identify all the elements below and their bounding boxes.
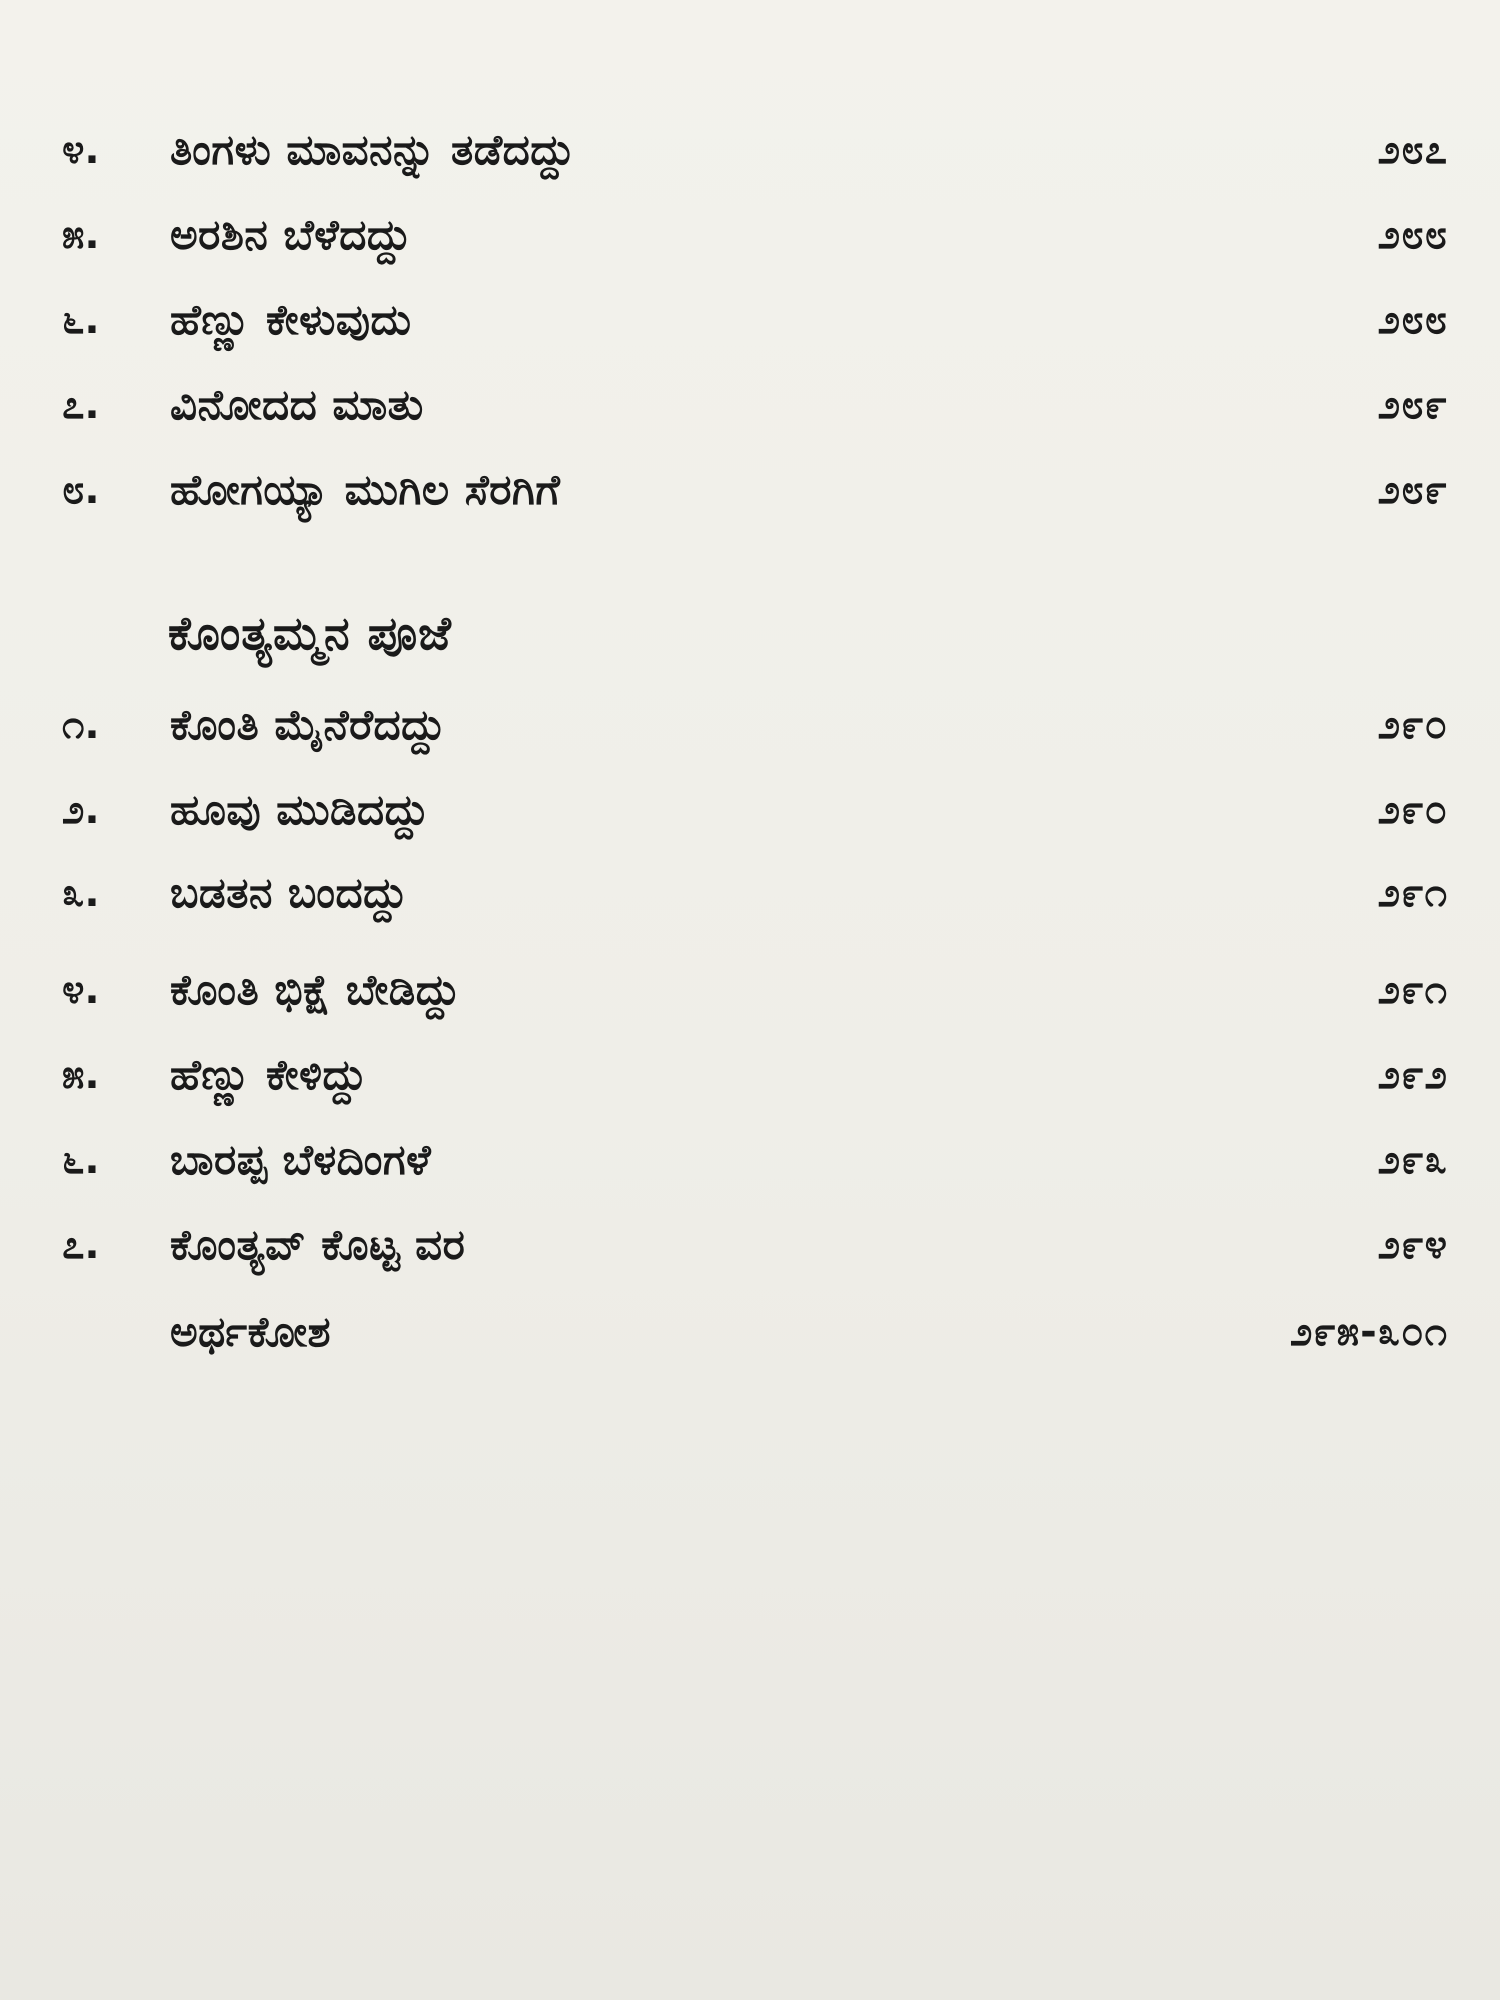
entry-page-number: ೨೮೯ <box>1377 467 1448 513</box>
entry-number: ೬. <box>62 1137 100 1183</box>
entry-title: ಹೋಗಯ್ಯಾ ಮುಗಿಲ ಸೆರಗಿಗೆ <box>170 465 561 514</box>
section-heading-row <box>0 598 1500 668</box>
entry-title: ವಿನೋದದ ಮಾತು <box>170 380 424 429</box>
entry-title: ಹೂವು ಮುಡಿದದ್ದು <box>170 785 430 834</box>
entry-title: ಹೆಣ್ಣು ಕೇಳಿದ್ದು <box>170 1050 368 1099</box>
entry-page-number: ೨೮೮ <box>1377 212 1448 258</box>
entry-page-number: ೨೯೧ <box>1377 870 1448 916</box>
toc-entry <box>0 200 1500 270</box>
toc-entry <box>0 1210 1500 1280</box>
entry-number: ೫. <box>62 1052 100 1098</box>
entry-title: ಹೆಣ್ಣು ಕೇಳುವುದು <box>170 295 412 344</box>
entry-page-number: ೨೮೭ <box>1377 127 1448 173</box>
entry-title: ತಿಂಗಳು ಮಾವನನ್ನು ತಡೆದದ್ದು <box>170 125 576 174</box>
entry-number: ೬. <box>62 297 100 343</box>
entry-number: ೪. <box>62 127 100 173</box>
entry-title: ಕೊಂತಿ ಭಿಕ್ಷೆ ಬೇಡಿದ್ದು <box>170 965 461 1014</box>
toc-entry <box>0 690 1500 760</box>
entry-title: ಬಡತನ ಬಂದದ್ದು <box>170 868 408 917</box>
toc-entry <box>0 370 1500 440</box>
entry-number: ೩. <box>62 870 100 916</box>
entry-title: ಕೊಂತ್ಯವ್ ಕೊಟ್ಟ ವರ <box>170 1220 466 1269</box>
section-heading: ಕೊಂತ್ಯಮ್ಮನ ಪೂಜೆ <box>168 606 452 660</box>
entry-number: ೭. <box>62 1222 100 1268</box>
entry-page-number: ೨೯೦ <box>1377 702 1448 748</box>
entry-title: ಅರಶಿನ ಬೆಳೆದದ್ದು <box>170 210 412 259</box>
entry-page-number: ೨೯೪ <box>1377 1222 1448 1268</box>
toc-entry <box>0 285 1500 355</box>
entry-number: ೫. <box>62 212 100 258</box>
entry-title: ಬಾರಪ್ಪ ಬೆಳದಿಂಗಳೆ <box>170 1135 432 1184</box>
toc-entry <box>0 455 1500 525</box>
glossary-title: ಅರ್ಥಕೋಶ <box>170 1307 332 1356</box>
entry-number: ೪. <box>62 967 100 1013</box>
entry-page-number: ೨೯೩ <box>1377 1137 1448 1183</box>
toc-entry <box>0 858 1500 928</box>
entry-page-number: ೨೮೮ <box>1377 297 1448 343</box>
toc-entry <box>0 955 1500 1025</box>
entry-title: ಕೊಂತಿ ಮೈನೆರೆದದ್ದು <box>170 700 446 749</box>
entry-number: ೨. <box>62 787 100 833</box>
glossary-page-range: ೨೯೫-೩೦೧ <box>1289 1309 1448 1355</box>
toc-entry <box>0 775 1500 845</box>
entry-page-number: ೨೮೯ <box>1377 382 1448 428</box>
entry-page-number: ೨೯೦ <box>1377 787 1448 833</box>
toc-entry <box>0 1040 1500 1110</box>
toc-entry <box>0 115 1500 185</box>
entry-page-number: ೨೯೨ <box>1377 1052 1448 1098</box>
toc-entry <box>0 1125 1500 1195</box>
entry-number: ೮. <box>62 467 100 513</box>
entry-page-number: ೨೯೧ <box>1377 967 1448 1013</box>
toc-entry-glossary <box>0 1297 1500 1367</box>
entry-number: ೧. <box>62 702 100 748</box>
entry-number: ೭. <box>62 382 100 428</box>
